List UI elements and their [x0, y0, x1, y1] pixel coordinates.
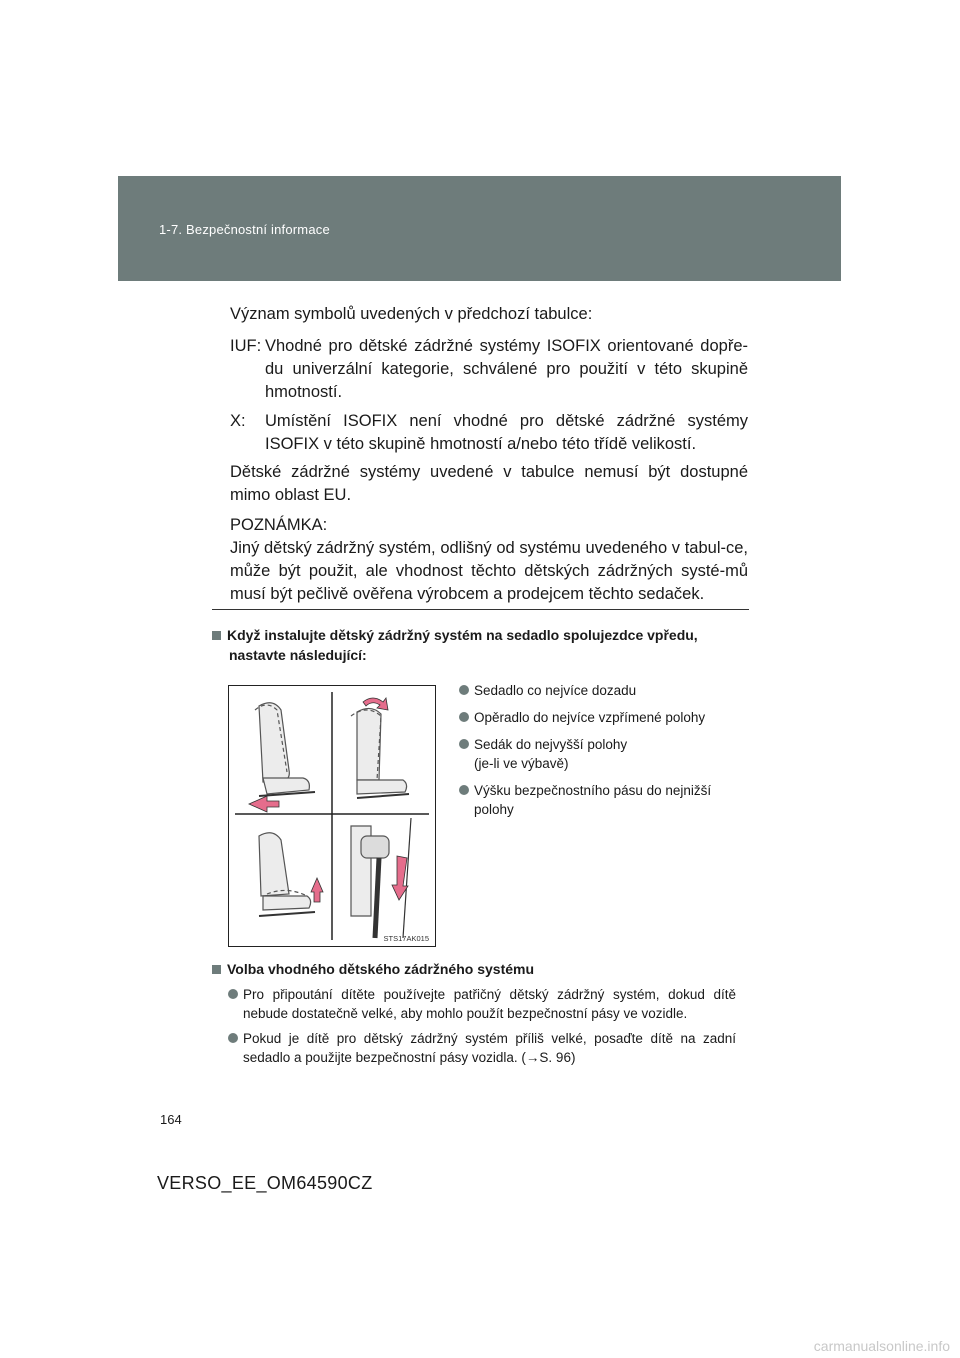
term-x: [230, 410, 748, 456]
seat-height-icon: [259, 833, 315, 916]
page-number: 164: [160, 1112, 182, 1127]
term-desc: Vhodné pro dětské zádržné systémy ISOFIX orientované dopře-du univerzální kategorie, schválené pro použití v této skupině hmotností.: [265, 337, 748, 401]
remark-block: [230, 514, 748, 606]
divider: [212, 609, 749, 610]
section-title: 1-7. Bezpečnostní informace: [159, 222, 330, 237]
bullet-dot-icon: [228, 989, 238, 999]
heading-line: nastavte následující:: [229, 647, 367, 663]
choosing-system-bullets: [228, 985, 736, 1073]
bullet-dot-icon: [459, 685, 469, 695]
term-iuf: [230, 335, 748, 404]
term-key: IUF:: [230, 337, 262, 355]
arrow-up-icon: [311, 878, 323, 902]
intro-text: Význam symbolů uvedených v předchozí tabulce:: [230, 305, 593, 323]
availability-note: Dětské zádržné systémy uvedené v tabulce nemusí být dostupné mimo oblast EU.: [230, 463, 748, 504]
square-bullet-icon: [212, 631, 221, 640]
list-item: Pro připoutání dítěte používejte patřičný dětský zádržný systém, dokud dítě nebude dostatečně velké, aby mohlo použít bezpečnostní pásy ve vozidle.: [228, 985, 736, 1023]
term-desc: Umístění ISOFIX není vhodné pro dětské zádržné systémy ISOFIX v této skupině hmotností a/nebo této třídě velikostí.: [265, 412, 748, 453]
bullet-dot-icon: [228, 1033, 238, 1043]
list-item: Pokud je dítě pro dětský zádržný systém příliš velké, posaďte dítě na zadní sedadlo a použijte bezpečnostní pásy vozidla. (→S. 96): [228, 1029, 736, 1067]
term-key: X:: [230, 412, 246, 430]
seat-slide-icon: [255, 703, 315, 796]
square-bullet-icon: [212, 965, 221, 974]
remark-title: POZNÁMKA:: [230, 516, 328, 534]
document-code: VERSO_EE_OM64590CZ: [157, 1173, 373, 1193]
seat-adjustment-figure: [228, 685, 436, 947]
list-item: Opěradlo do nejvíce vzpřímené polohy: [459, 708, 759, 727]
watermark: carmanualsonline.info: [813, 1338, 950, 1354]
seat-illustration: [229, 686, 435, 946]
bullet-dot-icon: [459, 785, 469, 795]
header-band: [118, 176, 841, 281]
heading-line: Volba vhodného dětského zádržného systému: [227, 961, 535, 977]
list-item: Sedák do nejvyšší polohy (je-li ve výbavě): [459, 735, 759, 773]
arrow-back-icon: [249, 796, 279, 812]
front-seat-bullets: [459, 681, 759, 827]
section-heading-front-seat: [212, 625, 752, 665]
bullet-dot-icon: [459, 712, 469, 722]
seatback-upright-icon: [351, 708, 409, 798]
section-heading-choosing-system: [212, 959, 752, 979]
bullet-dot-icon: [459, 739, 469, 749]
heading-line: Když instalujte dětský zádržný systém na sedadlo spolujezdce vpředu,: [227, 627, 698, 643]
figure-code: STS17AK015: [383, 934, 429, 943]
remark-text: Jiný dětský zádržný systém, odlišný od systému uvedeného v tabul-ce, může být použit, ale vhodnost těchto dětských zádržných systé-mů musí být pečlivě ověřena výrobcem a prodejcem těchto sedaček.: [230, 539, 748, 603]
list-item: Výšku bezpečnostního pásu do nejnižší polohy: [459, 781, 759, 819]
list-item: Sedadlo co nejvíce dozadu: [459, 681, 759, 700]
